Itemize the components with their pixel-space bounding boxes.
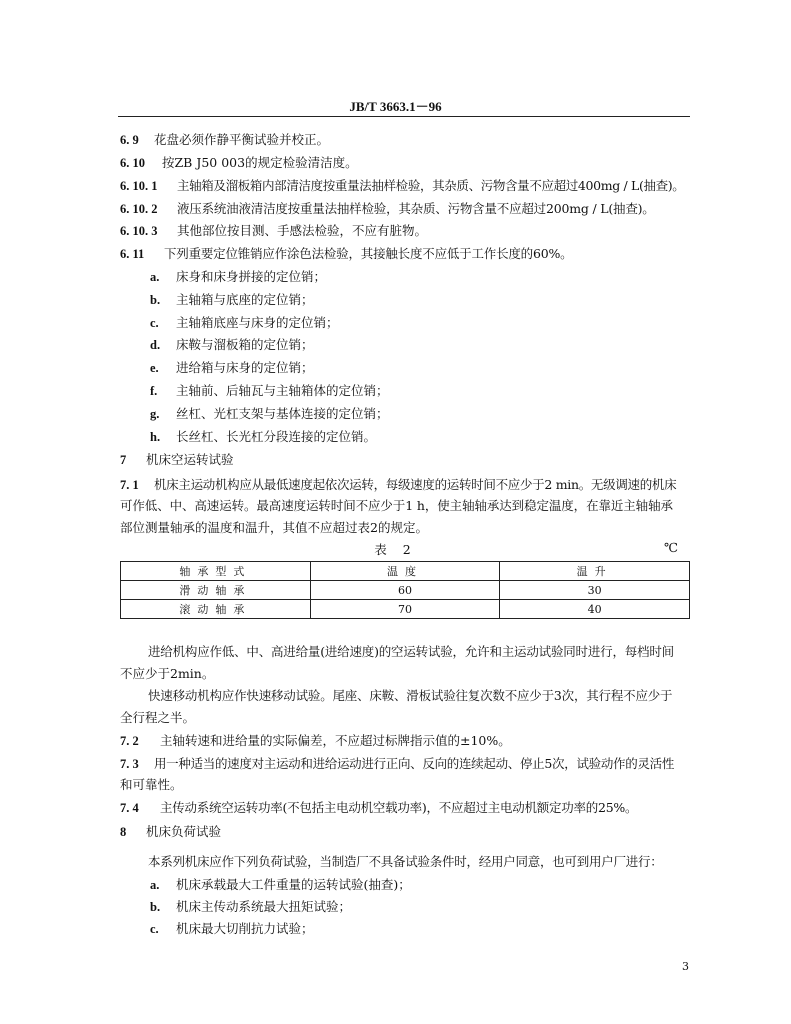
paragraph-rapid-line-2: 全行程之半。 — [120, 710, 196, 725]
list-item — [150, 359, 314, 377]
clause-number: 7. 3 — [120, 757, 139, 771]
cell-bearing-type: 滚动轴承 — [121, 600, 311, 619]
list-item — [150, 336, 314, 354]
table-row — [121, 600, 690, 619]
list-text: 机床最大切削抗力试验； — [176, 921, 314, 936]
section-8-intro: 本系列机床应作下列负荷试验，当制造厂不具备试验条件时，经用户同意，也可到用户厂进行： — [148, 854, 663, 869]
clause-text: 液压系统油液清洁度按重量法抽样检验，其杂质、污物含量不应超过200mg / L(抽查)。 — [176, 201, 655, 216]
list-item — [150, 382, 389, 400]
column-header: 温升 — [500, 562, 690, 581]
table-caption: 表 2 — [374, 542, 417, 557]
clause-7-3-line-1 — [120, 755, 674, 773]
list-text: 主轴箱底座与床身的定位销； — [176, 315, 339, 330]
list-text: 机床承载最大工件重量的运转试验(抽查)； — [176, 877, 411, 892]
clause-number: 6. 10 — [120, 156, 145, 170]
clause-text: 下列重要定位锥销应作涂色法检验，其接触长度不应低于工作长度的60%。 — [163, 246, 573, 261]
section-title: 机床负荷试验 — [145, 824, 221, 839]
clause-6-10-2 — [120, 200, 655, 218]
cell-temperature: 70 — [310, 600, 500, 619]
table-unit: ℃ — [664, 540, 678, 555]
list-label: a. — [150, 878, 160, 892]
clause-number: 6. 10. 3 — [120, 224, 158, 238]
paragraph-feed-line-1: 进给机构应作低、中、高进给量(进给速度)的空运转试验，允许和主运动试验同时进行，每档时间 — [148, 644, 674, 659]
section-heading-8 — [120, 823, 221, 841]
clause-text: 主传动系统空运转功率(不包括主电动机空载功率)，不应超过主电动机额定功率的25%。 — [159, 800, 638, 815]
clause-6-10-1 — [120, 177, 684, 195]
clause-text: 机床主运动机构应从最低速度起依次运转，每级速度的运转时间不应少于2 min。无级调速的机床 — [153, 477, 677, 492]
section-heading-7 — [120, 451, 234, 469]
clause-text: 主轴箱及溜板箱内部清洁度按重量法抽样检验，其杂质、污物含量不应超过400mg / L(抽查)。 — [176, 178, 685, 193]
clause-6-11 — [120, 245, 572, 263]
clause-7-1-line-1 — [120, 476, 676, 494]
page-number: 3 — [682, 960, 689, 973]
list-label: c. — [150, 922, 159, 936]
header-rule — [118, 116, 690, 117]
clause-text: 用一种适当的速度对主运动和进给运动进行正向、反向的连续起动、停止5次，试验动作的灵活性 — [153, 756, 675, 771]
column-header: 轴承型式 — [121, 562, 311, 581]
list-label: d. — [150, 338, 161, 352]
clause-number: 7. 2 — [120, 734, 139, 748]
list-item — [150, 898, 351, 916]
list-item — [150, 876, 411, 894]
list-text: 床身和床身拼接的定位销； — [176, 269, 327, 284]
clause-text: 按ZB J50 003的规定检验清洁度。 — [161, 155, 358, 170]
list-text: 主轴箱与底座的定位销； — [176, 292, 314, 307]
clause-number: 7. 1 — [120, 478, 139, 492]
list-label: h. — [150, 430, 161, 444]
clause-6-10 — [120, 154, 358, 172]
clause-number: 6. 9 — [120, 133, 139, 147]
clause-number: 6. 10. 1 — [120, 179, 158, 193]
clause-6-9 — [120, 131, 329, 149]
list-label: c. — [150, 316, 159, 330]
clause-7-4 — [120, 799, 637, 817]
document-header: JB/T 3663.1－96 — [349, 99, 442, 114]
list-label: b. — [150, 293, 161, 307]
cell-bearing-type: 滑动轴承 — [121, 581, 311, 600]
clause-7-2 — [120, 732, 511, 750]
list-item — [150, 405, 389, 423]
clause-number: 6. 11 — [120, 247, 145, 261]
clause-text: 花盘必须作静平衡试验并校正。 — [153, 132, 329, 147]
list-text: 长丝杠、长光杠分段连接的定位销。 — [176, 429, 377, 444]
table-header-row — [121, 562, 690, 581]
clause-text: 其他部位按目测、手感法检验，不应有脏物。 — [176, 223, 427, 238]
list-text: 进给箱与床身的定位销； — [176, 360, 314, 375]
clause-7-3-line-2: 和可靠性。 — [120, 777, 183, 792]
list-label: f. — [150, 384, 158, 398]
list-text: 丝杠、光杠支架与基体连接的定位销； — [176, 406, 389, 421]
cell-temperature-rise: 30 — [500, 581, 690, 600]
section-number: 7 — [120, 453, 127, 467]
list-label: a. — [150, 270, 160, 284]
clause-6-10-3 — [120, 222, 427, 240]
paragraph-feed-line-2: 不应少于2min。 — [120, 666, 215, 681]
section-number: 8 — [120, 825, 127, 839]
list-item — [150, 268, 326, 286]
table-row — [121, 581, 690, 600]
clause-7-1-line-2: 可作低、中、高速运转。最高速度运转时间不应少于1 h，使主轴轴承达到稳定温度，在靠近主轴轴承 — [120, 498, 673, 513]
clause-number: 7. 4 — [120, 801, 139, 815]
list-item — [150, 428, 376, 446]
list-text: 床鞍与溜板箱的定位销； — [176, 337, 314, 352]
list-item — [150, 291, 314, 309]
paragraph-rapid-line-1: 快速移动机构应作快速移动试验。尾座、床鞍、滑板试验往复次数不应少于3次，其行程不应少于 — [148, 688, 673, 703]
list-label: g. — [150, 407, 160, 421]
list-label: b. — [150, 900, 161, 914]
table-2 — [120, 561, 690, 619]
list-text: 主轴前、后轴瓦与主轴箱体的定位销； — [176, 383, 389, 398]
section-title: 机床空运转试验 — [145, 452, 234, 467]
cell-temperature: 60 — [310, 581, 500, 600]
column-header: 温度 — [310, 562, 500, 581]
list-item — [150, 314, 339, 332]
list-item — [150, 920, 314, 938]
clause-number: 6. 10. 2 — [120, 202, 158, 216]
cell-temperature-rise: 40 — [500, 600, 690, 619]
clause-7-1-line-3: 部位测量轴承的温度和温升，其值不应超过表2的规定。 — [120, 520, 428, 535]
list-label: e. — [150, 361, 159, 375]
list-text: 机床主传动系统最大扭矩试验； — [176, 899, 352, 914]
clause-text: 主轴转速和进给量的实际偏差，不应超过标牌指示值的±10%。 — [159, 733, 511, 748]
